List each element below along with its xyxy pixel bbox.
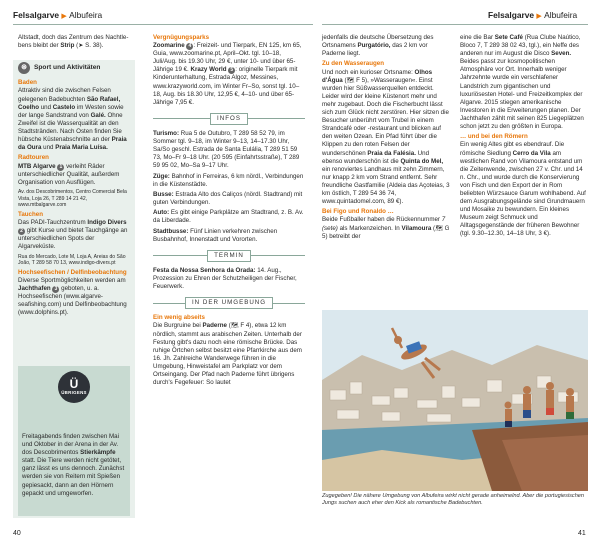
- abseits-title: Ein wenig abseits: [153, 314, 205, 322]
- intro-text: Altstadt, doch das Zentrum des Nachtle- bens bleibt der Strip (➤ S. 38).: [18, 34, 129, 50]
- beach-jump-photo: [322, 310, 588, 491]
- page-number-left: 40: [13, 530, 21, 537]
- festa-text: Festa da Nossa Senhora da Orada: 14. Aug., Prozession zu Ehren der Schutzheiligen der Fischer, Feuerwerk.: [153, 267, 297, 291]
- figo-text: Beide Fußballer haben die Rückennummer 7 (sete) als Markenzeichen. In Vilamoura (🗺 G 5) betreibt der: [322, 216, 450, 240]
- hoch-title: Hochseefischen / Delfinbeobachtung: [18, 268, 127, 276]
- wasser-title: Zu den Wasseraugen: [322, 60, 385, 68]
- number-marker-icon: 5: [228, 67, 235, 74]
- rad-title: Radtouren: [18, 154, 49, 162]
- uebrigens-badge: Ü ÜBRIGENS: [58, 371, 90, 403]
- rad-address: Av. dos Descobrimentos, Centro Comercial Bela Vista, Loja 26, T 289 14 21 42, www.mtbalgarve.com: [18, 188, 127, 209]
- sete-text: eine die Bar Sete Café (Rua Clube Naútico, Bloco 7, T 289 38 02 43, tgl.), ein Neffe des anderen nur im August die Disco Seven. Beides passt zur kosmopolitischen Atmosphäre vor Ort. Innerhalb weniger Jahrzehnte wurde ein verschlafener Landstrich zum gigantischen und luxuriösesten Hotel- und Freizeitkomplex der Algarve. 2015 stiegen amerikanische Investoren in die Erweiterungen planen. Der Jachthafen zählt mit seinen 825 Liegeplätzen schon jetzt zu den größten in Europa.: [460, 34, 584, 131]
- number-marker-icon: 2: [18, 228, 25, 235]
- tau-title: Tauchen: [18, 210, 43, 218]
- rad-text: MTB Algarve 1 verleiht Räder unterschiedlicher Qualität, außerdem Organisation von Ausflügen.: [18, 162, 120, 186]
- figo-title: Bei Figo und Ronaldo …: [322, 208, 394, 216]
- baden-title: Baden: [18, 79, 37, 87]
- sport-circle-icon: ⊛: [18, 62, 30, 74]
- number-marker-icon: 1: [57, 164, 64, 171]
- right-column-1: [322, 34, 450, 243]
- hoch-text: Diverse Sportmöglichkeiten werden am Jachthafen 3 geboten, u. a. Hochseefischen (www.algarve-seafishing.com) und Delfinbeobachtung (www.dolphins.pt).: [18, 277, 127, 317]
- triangle-arrow-icon: ▶: [61, 13, 67, 20]
- tau-address: Rua do Mercado, Lote M, Loja A, Areias do São João, T 289 58 70 13, www.indigo-divers.pt: [18, 253, 126, 267]
- page-number-right: 41: [578, 530, 586, 537]
- abseits-text: Die Burgruine bei Paderne (🗺 F 4), etwa 12 km nördlich, stammt aus arabischen Zeiten. Unterhalb der Festung gibt's dazu noch eine römische Brücke. Das ruhige Örtchen selbst besitzt eine Pfarrkirche aus dem 16. Jh. Zahlreiche Wanderwege führen in die Umgebung, Hinweistafel am Parkplatz vor dem Ortseingang. Der Pfad nach Paderne führt übrigens durch's Fegefeuer: So lautet: [153, 322, 302, 387]
- header-rule-right: [322, 24, 588, 25]
- uebrigens-text: Freitagabends finden zwischen Mai und Oktober in der Arena in der Av. dos Descobrimentos Stierkämpfe statt. Die Tiere werden nicht getötet, ganz lässt es uns dennoch. Zunächst werden sie von Reitern mit Spießen gepiesackt, dann an den Hörnern gepackt und umgeworfen.: [22, 433, 125, 497]
- right-column-2: [460, 34, 588, 241]
- termin-divider: TERMIN: [153, 250, 305, 262]
- turismo-text: Turismo: Rua 5 de Outubro, T 289 58 52 79, im Sommer tgl. 9–18, im Winter 9–13, 14–17.30 Uhr, Sa/So geschl. Estrada de Santa Eulália, T 289 51 59 73, Mo–Fr 9–18 Uhr. (20 595 (Einfahrtsstraße), T 289 59 95 02, Mo–Sa 9–17 Uhr.: [153, 129, 300, 170]
- verg-title: Vergnügungsparks: [153, 34, 210, 41]
- purgatorio-text: jedenfalls die deutsche Übersetzung des Ortsnamens Purgatório, das 2 km vor Paderne liegt.: [322, 34, 434, 58]
- baden-text: Attraktiv sind die zwischen Felsen gelegenen Badebuchten São Rafael, Coelho und Castelo im Westen sowie der lange Sandstrand von Galé. Ohne Zweifel ist die Wasserqualität an den Stadtstränden. Nach Osten finden Sie hübsche Küstenabschnitte an der Praia da Oura und Praia Maria Luísa.: [18, 87, 127, 152]
- infos-divider: INFOS: [153, 113, 305, 125]
- zuege-text: Züge: Bahnhof in Ferreiras, 6 km nördl., Verbindungen in die Küstenstädte.: [153, 172, 304, 188]
- number-marker-icon: 3: [52, 286, 59, 293]
- busse-text: Busse: Estrada Alto dos Caliços (nördl. Stadtrand) mit guten Verbindungen.: [153, 190, 303, 207]
- number-marker-icon: 4: [186, 43, 193, 50]
- auto-text: Auto: Es gibt einige Parkplätze am Stadtrand, z. B. Av. da Liberdade.: [153, 209, 304, 225]
- running-head-right: Felsalgarve ▶ Albufeira: [488, 10, 578, 20]
- triangle-arrow-icon: ▶: [536, 13, 542, 20]
- romer-text: Ein wenig Altes gibt es ebendrauf. Die römische Siedlung Cerro da Vila am westlichen Rand von Vilamoura entstand um die Zeitenwende, zwischen 27 v. Chr. und 14 n. Chr., und wurde durch die Konservierung von Fisch und den Export der in Rom beliebten Würzsauce Garum wohlhabend. Auf dem Ausgrabungsgelände sind Grundmauern und Mosaike zu bewundern. Ein kleines Museum zeigt Schmuck und Alltagsgegenstände der früheren Bewohner (tgl. 9.30–12.30, 14–18 Uhr, 3 €).: [460, 141, 586, 238]
- romer-title: … und bei den Römern: [460, 133, 528, 141]
- wasser-text: Und noch ein kurioser Ortsname: Olhos d'Água (🗺 F 5), »Wasseraugen«. Einst wurden hier Süßwasserquellen entdeckt. Leider wird der kleine Küstenort mehr und mehr zugebaut. Doch die Fischerbucht lässt sich zum Glück nicht zerstören. Hier sitzen die Besucher unberührt vom Trubel in einem Strandcafé oder -restaurant und blicken auf den weiten Ozean. Ein Pfad führt über die Klippen zu den roten Felsen der wunderschönen Praia da Falésia. Und ebenso wunderschön ist die Quinta do Mel, ein renoviertes Landhaus mit zehn Zimmern, nur knapp 2 km vom Strand entfernt. Sehr freundliche Gastfamilie (Aldeia das Açoteias, 3 km östlich, T 289 54 36 74, www.quintadomel.com, 89 €).: [322, 68, 450, 206]
- sport-heading: ⊛ Sport und Aktivitäten: [18, 62, 132, 74]
- running-head-left: Felsalgarve ▶ Albufeira: [13, 10, 103, 20]
- umgebung-divider: IN DER UMGEBUNG: [153, 297, 305, 309]
- stadtbusse-text: Stadtbusse: Fünf Linien verkehren zwischen Busbahnhof, Innenstadt und Vororten.: [153, 227, 278, 243]
- zoomarine-text: Zoomarine 4 : Freizeit- und Tierpark, EN 125, km 65, Guia, www.zoomarine.pt, April–Okt. tgl. 10–18, Juli/Aug. bis 19.30 Uhr, 29 €, unter 10- und über 65-Jährige 19 €. Krazy World 5 : originelle Tierpark mit Kinderunterhaltung, Estrada Algoz, Messines, www.krazyworld.com, im Winter Fr–So, sonst tgl. 10–18, Aug. bis 18.30 Uhr, 12,95 €, 4–10- und über 65-Jährige 7,95 €.: [153, 42, 302, 106]
- beach-photo-illustration: [322, 310, 588, 491]
- tau-text: Das PADI-Tauchzentrum Indigo Divers 2 gibt Kurse und bietet Tauchgänge an unterschiedlichen Spots der Algarveküste.: [18, 219, 128, 251]
- photo-caption: Zugegeben! Die nähere Umgebung von Albufeira wirkt nicht gerade anheimelnd. Aber die portugiesischen Jungs suchen auch eher den Kick als romantische Badebuchten.: [322, 493, 585, 507]
